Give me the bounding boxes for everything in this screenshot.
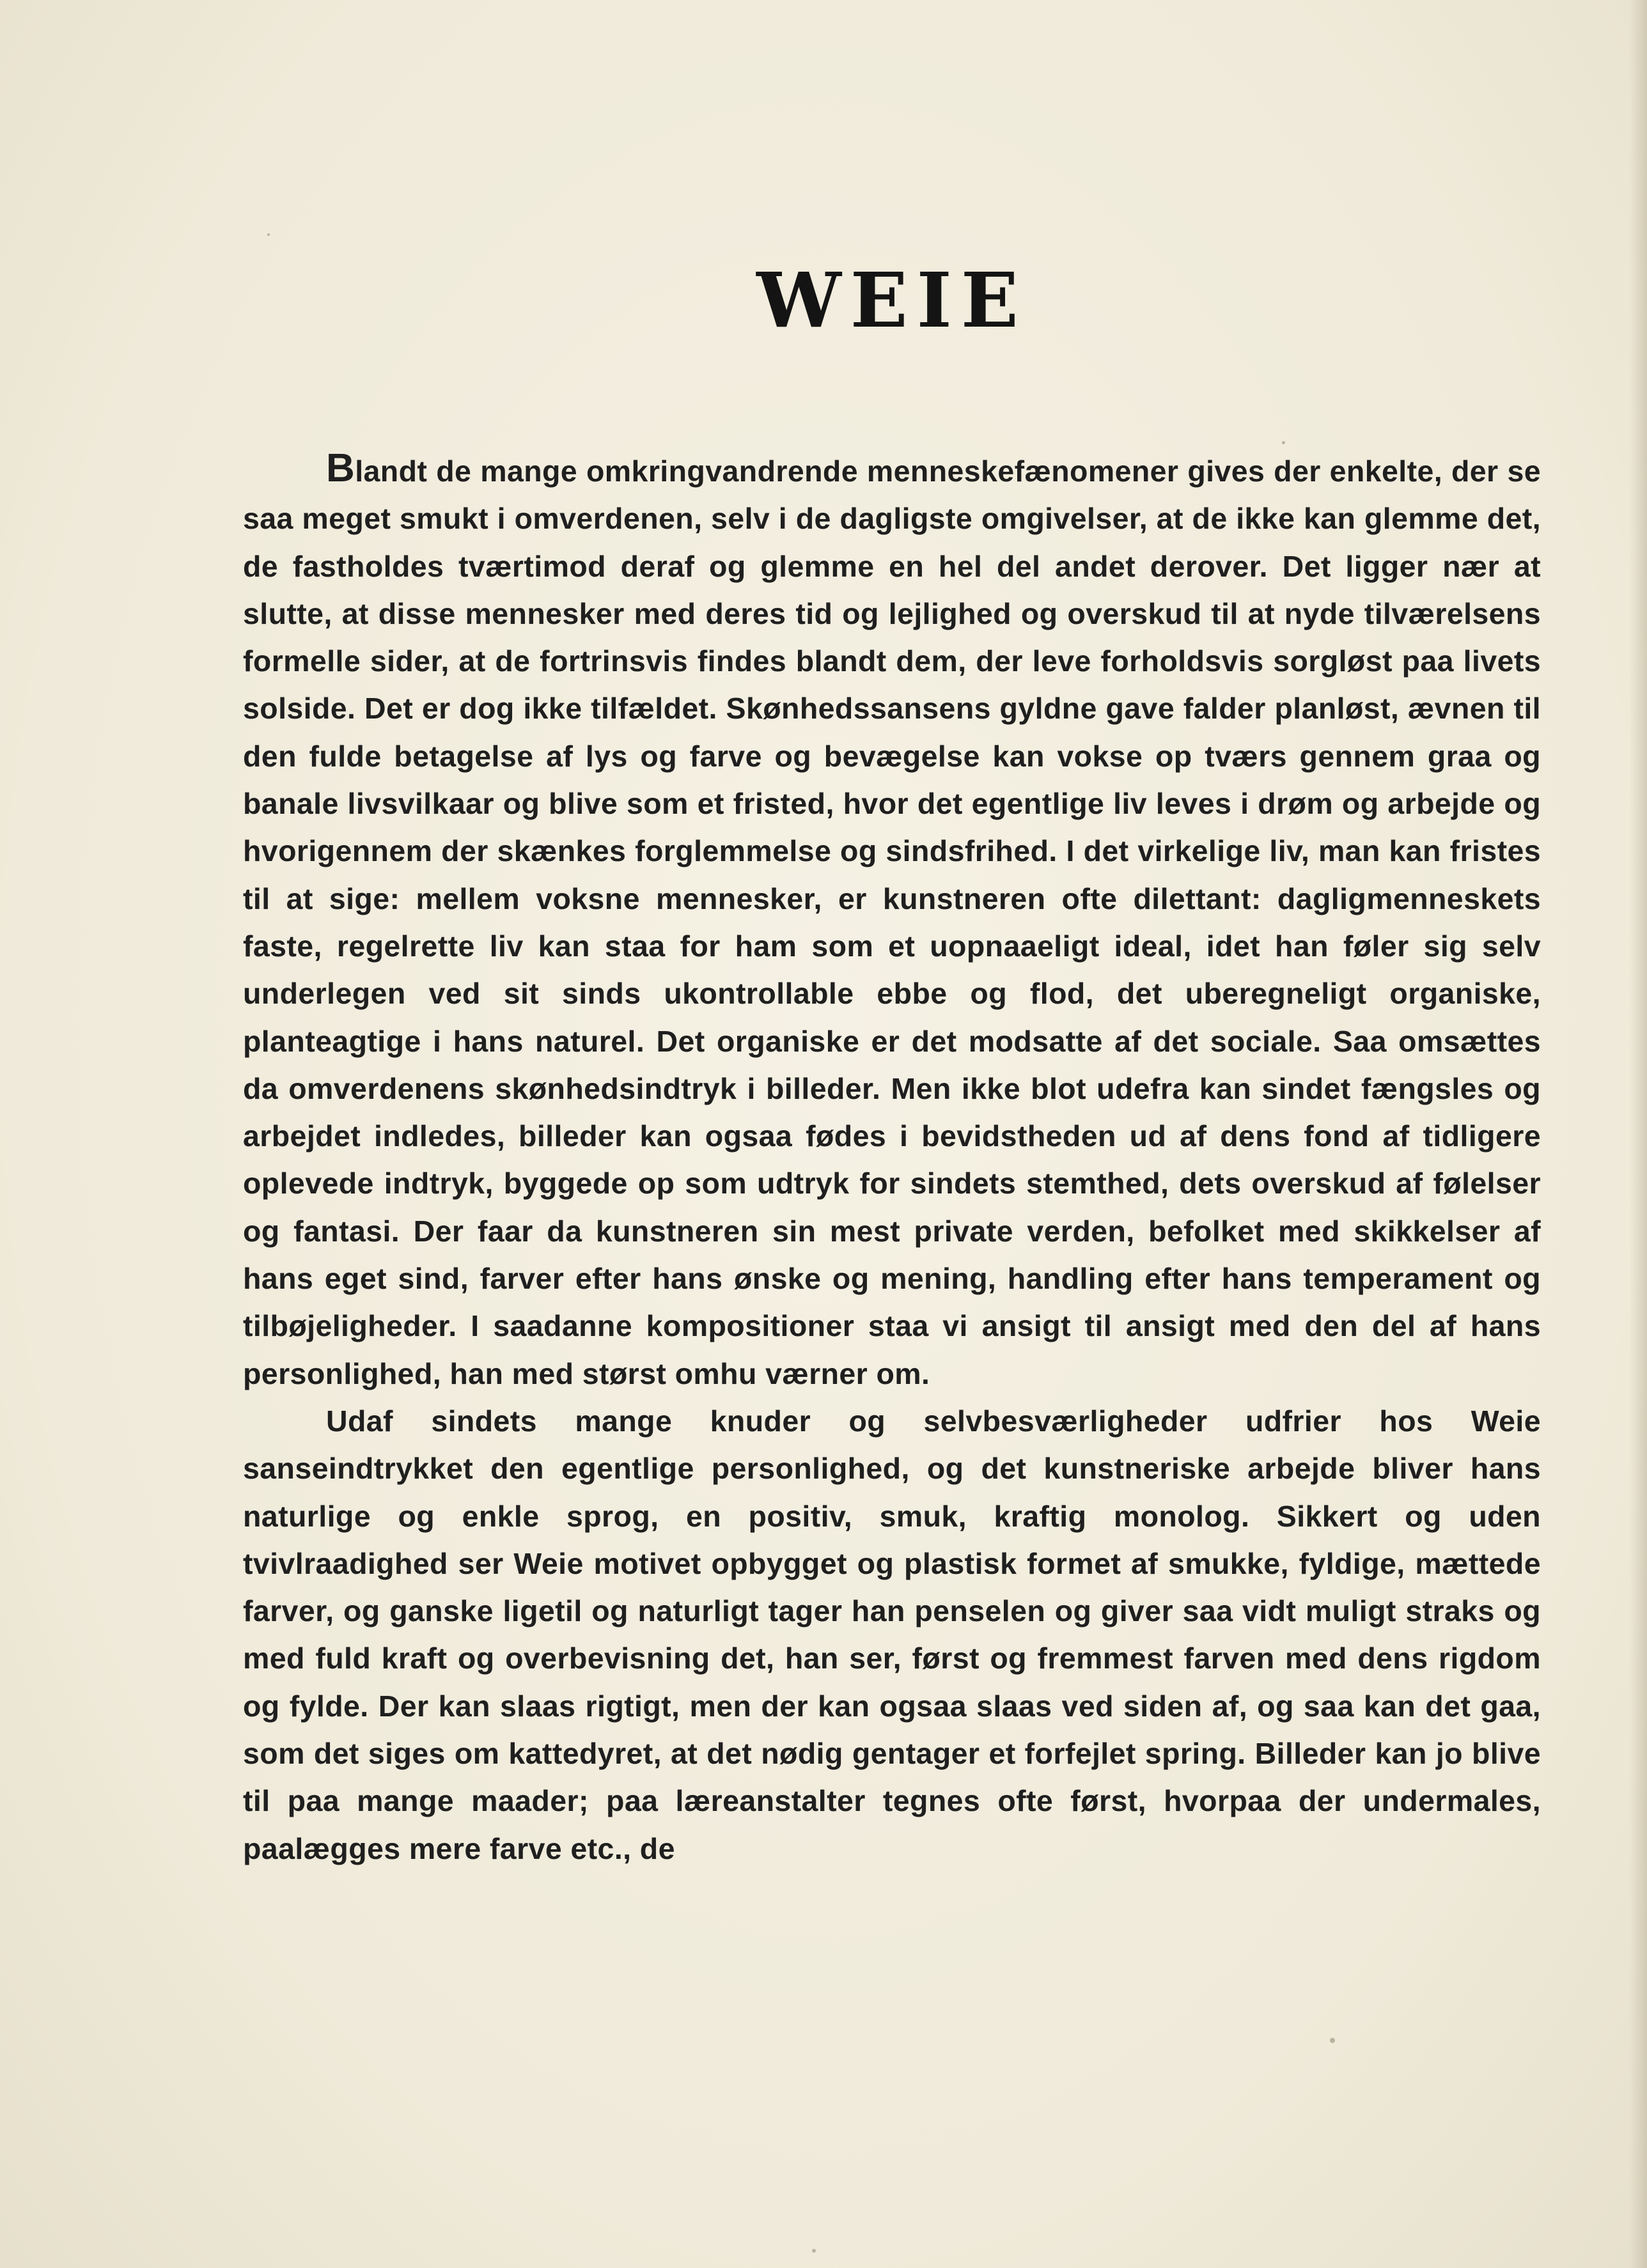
paragraph-1-text: landt de mange omkringvandrende menneskefænomener gives der enkelte, der se saa meget smukt i omverdenen, selv i de dagligste omgivelser, at de ikke kan glemme det, de fastholdes tværtimod deraf og glemme en hel del andet derover. Det ligger nær at slutte, at disse mennesker med deres tid og lejlighed og overskud til at nyde tilværelsens formelle sider, at de fortrinsvis findes blandt dem, der leve forholdsvis sorgløst paa livets solside. Det er dog ikke tilfældet. Skønhedssansens gyldne gave falder planløst, ævnen til den fulde betagelse af lys og farve og bevægelse kan vokse op tværs gennem graa og banale livsvilkaar og blive som et fristed, hvor det egentlige liv leves i drøm og arbejde og hvorigennem der skænkes forglemmelse og sindsfrihed. I det virkelige liv, man kan fristes til at sige: mellem voksne mennesker, er kunstneren ofte dilettant: dagligmenneskets faste, regelrette liv kan staa for ham som et uopnaaeligt ideal, idet han føler sig selv underlegen ved sit sinds ukontrollable ebbe og flod, det uberegneligt organiske, planteagtige i hans naturel. Det organiske er det modsatte af det sociale. Saa omsættes da omverdenens skønhedsindtryk i billeder. Men ikke blot udefra kan sindet fængsles og arbejdet indledes, billeder kan ogsaa fødes i bevidstheden ud af dens fond af tidligere oplevede indtryk, byggede op som udtryk for sindets stemthed, dets overskud af følelser og fantasi. Der faar da kunstneren sin mest private verden, befolket med skikkelser af hans eget sind, farver efter hans ønske og mening, handling efter hans temperament og tilbøjeligheder. I saadanne kompositioner staa vi ansigt til ansigt med den del af hans personlighed, han med størst omhu værner om. [243,454,1541,1390]
paragraph-1 [243,447,1541,1397]
paragraph-2: Udaf sindets mange knuder og selvbesværligheder udfrier hos Weie sanseindtrykket den egentlige personlighed, og det kunstneriske arbejde bliver hans naturlige og enkle sprog, en positiv, smuk, kraftig monolog. Sikkert og uden tvivlraadighed ser Weie motivet opbygget og plastisk formet af smukke, fyldige, mættede farver, og ganske ligetil og naturligt tager han penselen og giver saa vidt muligt straks og med fuld kraft og overbevisning det, han ser, først og fremmest farven med dens rigdom og fylde. Der kan slaas rigtigt, men der kan ogsaa slaas ved siden af, og saa kan det gaa, som det siges om kattedyret, at det nødig gentager et forfejlet spring. Billeder kan jo blive til paa mange maader; paa læreanstalter tegnes ofte først, hvorpaa der undermales, paalægges mere farve etc., de [243,1404,1541,1865]
body-text [243,447,1541,1872]
paper-speck [812,2249,816,2253]
paper-speck [1282,441,1285,444]
paper-speck [267,233,270,236]
initial-letter: B [326,446,355,490]
paper-speck [1330,2038,1335,2043]
page-title: WEIE [756,256,1027,345]
